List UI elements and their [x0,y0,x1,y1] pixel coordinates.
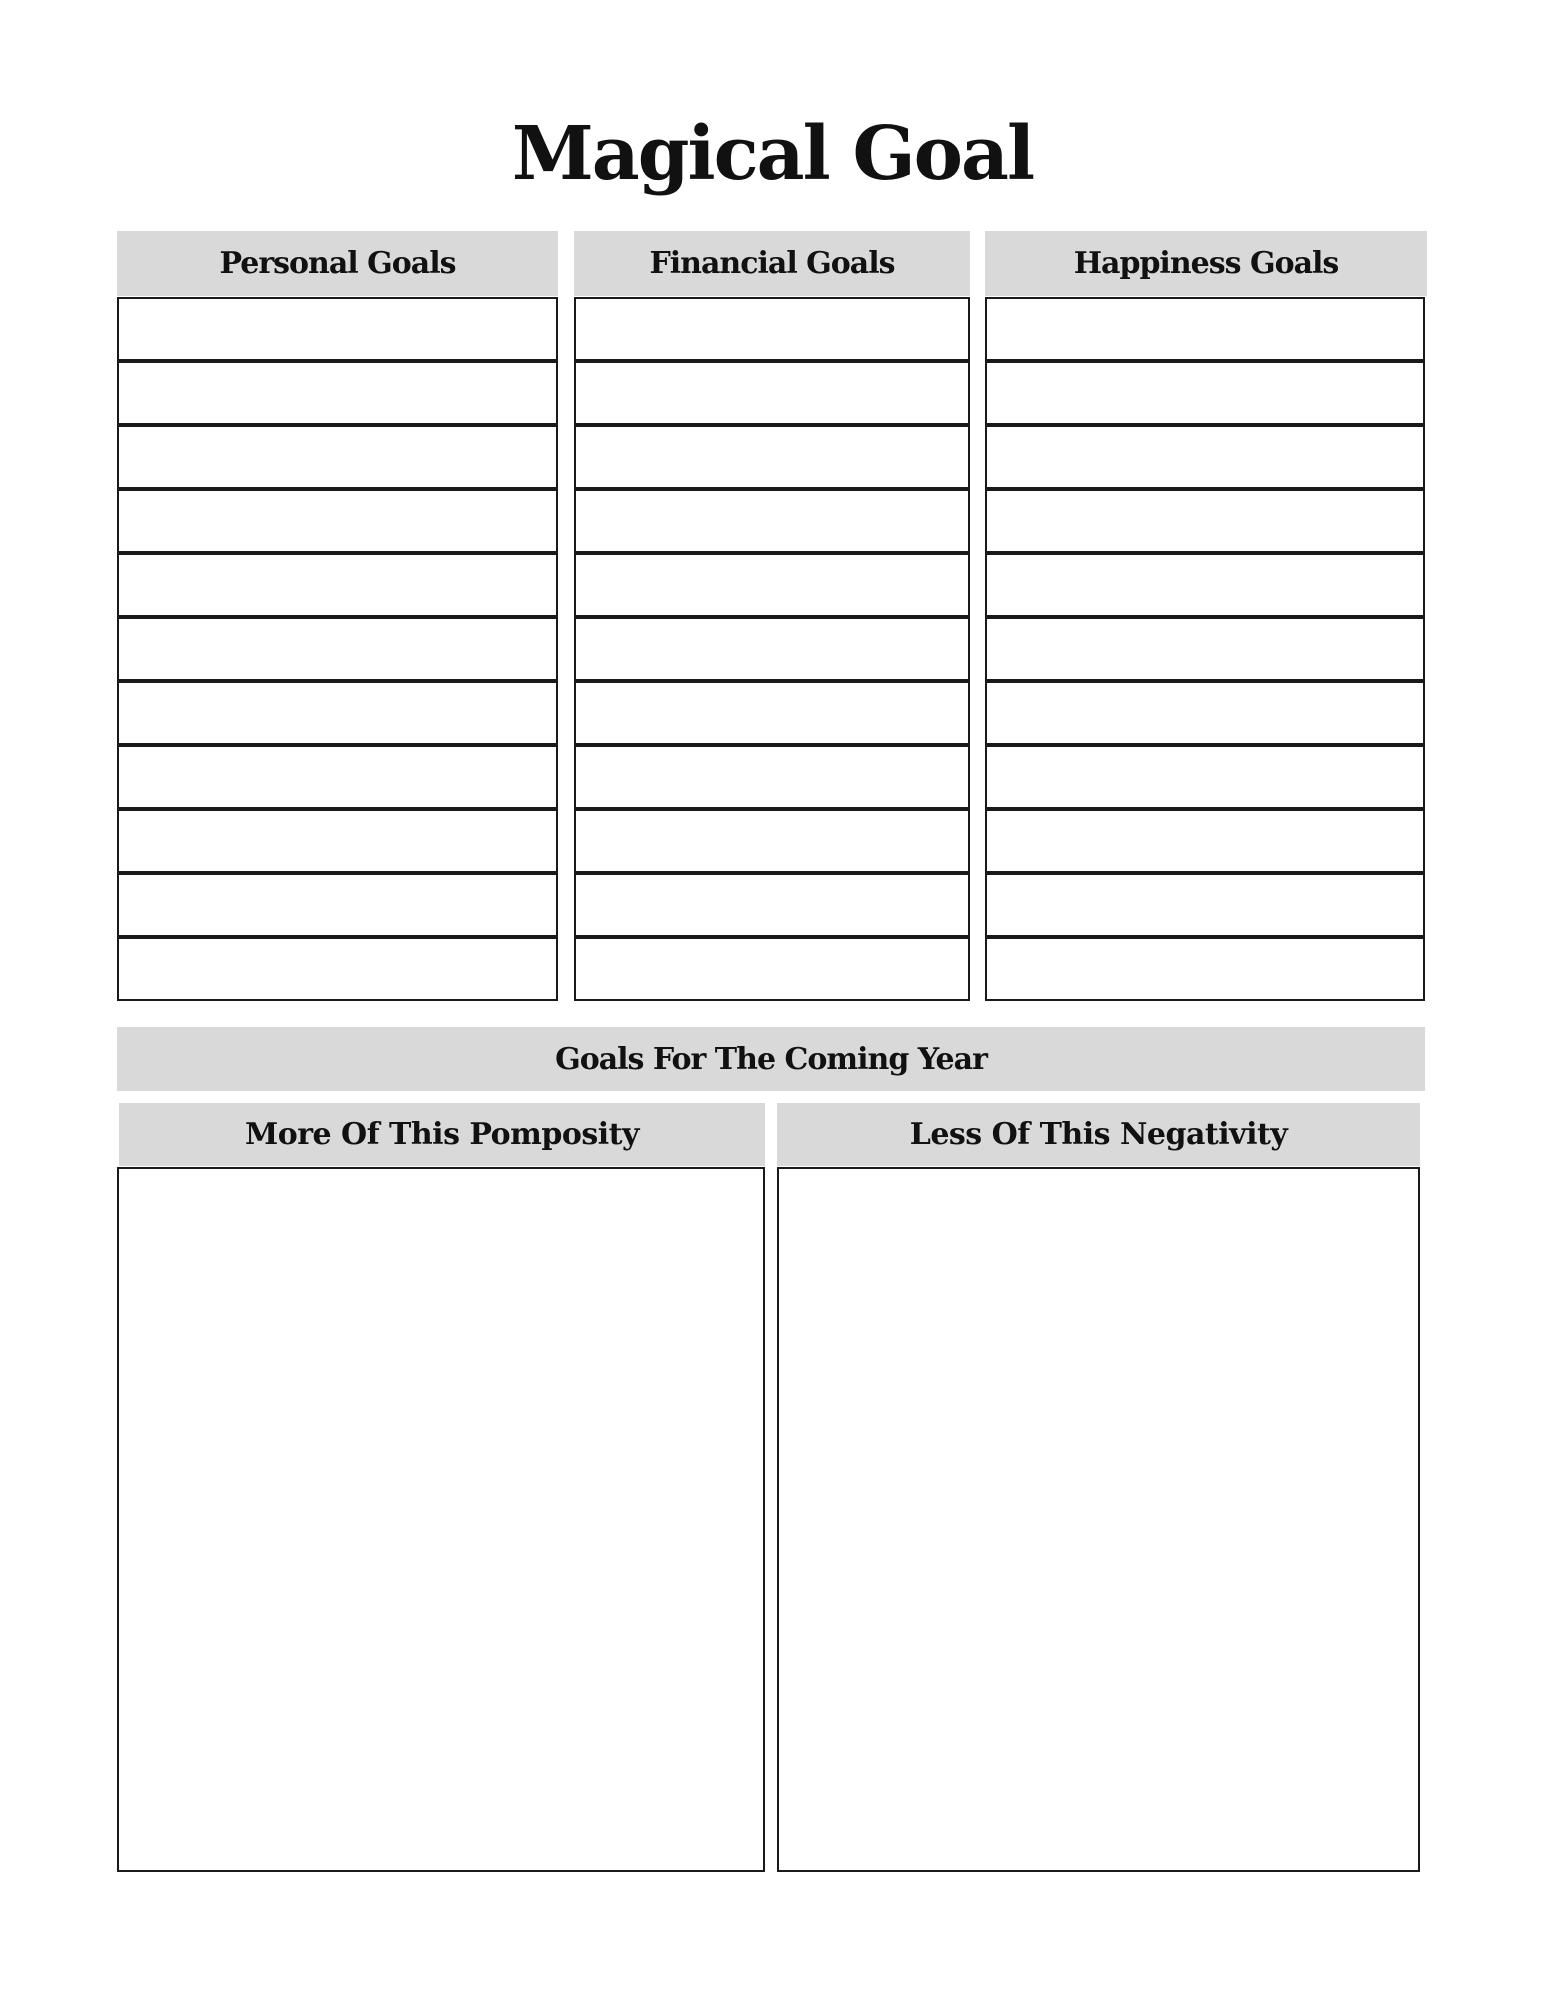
more-of-this-header: More Of This Pomposity [119,1103,765,1166]
happiness-goal-row-7[interactable] [985,681,1425,745]
personal-goal-row-10[interactable] [117,873,558,937]
coming-year-header: Goals For The Coming Year [117,1027,1425,1091]
personal-goal-row-5[interactable] [117,553,558,617]
financial-goals-header: Financial Goals [574,231,970,296]
happiness-goal-row-4[interactable] [985,489,1425,553]
financial-goals-list [574,297,970,1001]
personal-goals-header: Personal Goals [117,231,558,296]
financial-goal-row-8[interactable] [574,745,970,809]
financial-goal-row-2[interactable] [574,361,970,425]
financial-goal-row-9[interactable] [574,809,970,873]
personal-goal-row-8[interactable] [117,745,558,809]
financial-goal-row-4[interactable] [574,489,970,553]
personal-goal-row-11[interactable] [117,937,558,1001]
financial-goal-row-5[interactable] [574,553,970,617]
happiness-goals-list [985,297,1425,1001]
personal-goal-row-7[interactable] [117,681,558,745]
happiness-goal-row-8[interactable] [985,745,1425,809]
happiness-goal-row-5[interactable] [985,553,1425,617]
happiness-goal-row-3[interactable] [985,425,1425,489]
personal-goal-row-9[interactable] [117,809,558,873]
happiness-goal-row-1[interactable] [985,297,1425,361]
happiness-goals-header: Happiness Goals [985,231,1427,296]
financial-goal-row-10[interactable] [574,873,970,937]
personal-goal-row-2[interactable] [117,361,558,425]
financial-goal-row-1[interactable] [574,297,970,361]
less-of-this-header: Less Of This Negativity [777,1103,1420,1166]
financial-goal-row-11[interactable] [574,937,970,1001]
happiness-goal-row-6[interactable] [985,617,1425,681]
financial-goal-row-7[interactable] [574,681,970,745]
financial-goal-row-6[interactable] [574,617,970,681]
happiness-goal-row-10[interactable] [985,873,1425,937]
personal-goals-list [117,297,558,1001]
personal-goal-row-3[interactable] [117,425,558,489]
personal-goal-row-1[interactable] [117,297,558,361]
more-of-this-box[interactable] [117,1167,765,1872]
happiness-goal-row-11[interactable] [985,937,1425,1001]
happiness-goal-row-9[interactable] [985,809,1425,873]
less-of-this-box[interactable] [777,1167,1420,1872]
personal-goal-row-4[interactable] [117,489,558,553]
financial-goal-row-3[interactable] [574,425,970,489]
happiness-goal-row-2[interactable] [985,361,1425,425]
page-title: Magical Goal [511,111,1034,197]
personal-goal-row-6[interactable] [117,617,558,681]
